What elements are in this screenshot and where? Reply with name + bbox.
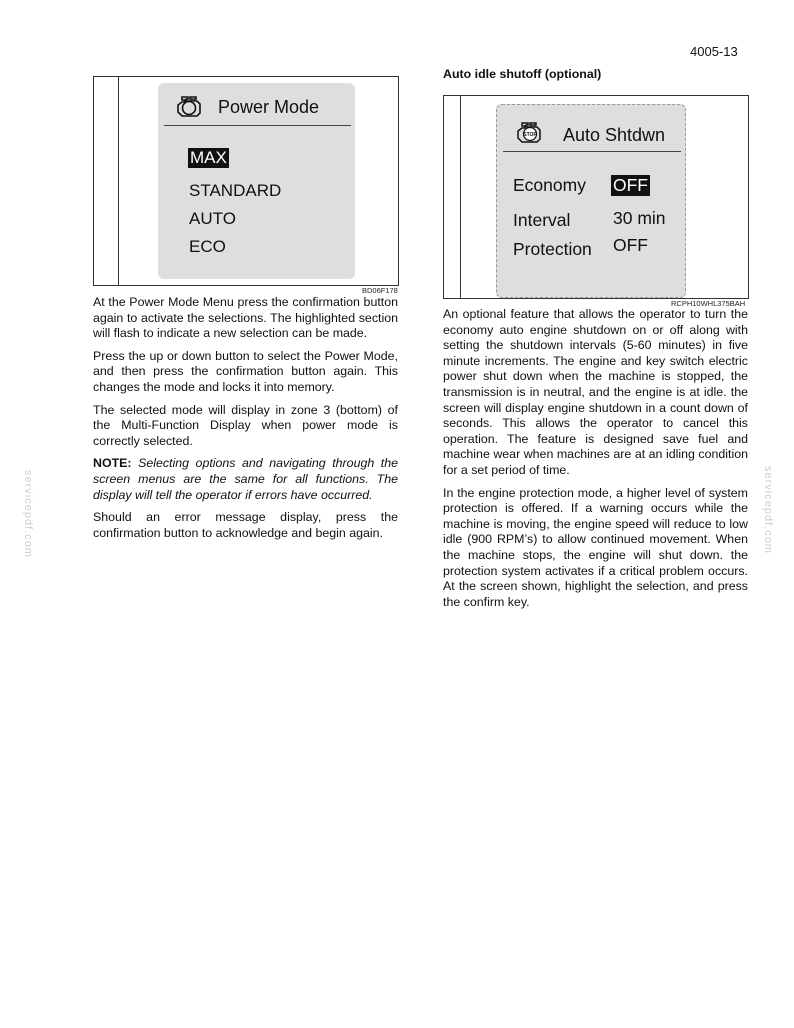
screen-title: Power Mode xyxy=(218,97,320,117)
paragraph: In the engine protection mode, a higher level of system protection is offered. If a warning occurs while the machine is moving, the engine speed will reduce to low idle (900 RPM’s) to allow continued movement. When the machine stops, the engine will shut down. the protection system activates if a critical problem occurs. At the screen shown, highlight the selection, and press the confirm key. xyxy=(443,485,748,609)
menu-item-max[interactable]: MAX xyxy=(190,148,227,167)
note-label: NOTE: xyxy=(93,456,132,471)
note-text: Selecting options and navigating through the screen menus are the same for all functions. The display will tell the operator if errors have occurred. xyxy=(93,456,398,502)
menu-item-standard[interactable]: STANDARD xyxy=(189,181,282,200)
row-label-economy: Economy xyxy=(513,175,586,195)
auto-shutdown-screen xyxy=(496,104,686,298)
row-value-economy[interactable]: OFF xyxy=(613,175,648,195)
screen-divider xyxy=(503,151,681,152)
section-heading: Auto idle shutoff (optional) xyxy=(443,67,602,81)
stop-icon-text: STOP xyxy=(523,132,537,138)
screen-divider xyxy=(164,125,351,126)
row-label-protection: Protection xyxy=(513,239,592,259)
paragraph: At the Power Mode Menu press the confirmation button again to activate the selections. The highlighted section will flash to indicate a new selection can be made. xyxy=(93,295,398,341)
engine-icon xyxy=(174,91,204,121)
row-value-interval[interactable]: 30 min xyxy=(613,208,666,228)
power-mode-screen xyxy=(158,83,355,279)
power-mode-figure xyxy=(93,76,399,286)
figure-caption-right: RCPH10WHL375BAH xyxy=(671,299,746,308)
figure-margin-bar xyxy=(460,96,461,298)
auto-shutdown-figure xyxy=(443,95,749,299)
right-column xyxy=(443,307,748,617)
menu-item-eco[interactable]: ECO xyxy=(189,237,226,256)
figure-margin-bar xyxy=(118,77,119,285)
screen-title: Auto Shtdwn xyxy=(563,125,666,145)
menu-item-auto[interactable]: AUTO xyxy=(189,209,236,228)
row-value-protection[interactable]: OFF xyxy=(613,235,648,255)
row-label-interval: Interval xyxy=(513,210,571,230)
paragraph: The selected mode will display in zone 3 (bottom) of the Multi-Function Display when power mode is correctly selected. xyxy=(93,402,398,448)
watermark-left: servicepdf.com xyxy=(22,470,34,558)
watermark-right: servicepdf.com xyxy=(762,466,774,554)
page-number: 4005-13 xyxy=(690,44,738,59)
stop-engine-icon xyxy=(515,119,545,147)
paragraph: An optional feature that allows the operator to turn the economy auto engine shutdown on or off along with setting the shutdown intervals (5-60 minutes) in five minute increments. The engine and key switch electric power shut down when the machine is stopped, the transmission is in neutral, and the engine is at idle. the screen will display engine shutdown in a count down of seconds. This allows the operator to cancel this operation. The feature is designed save fuel and machine wear when machines are at an idling condition for a set period of time. xyxy=(443,307,748,477)
left-column xyxy=(93,295,398,548)
paragraph: Should an error message display, press the confirmation button to acknowledge and begin again. xyxy=(93,510,398,540)
paragraph: Press the up or down button to select the Power Mode, and then press the confirmation button again. This changes the mode and locks it into memory. xyxy=(93,348,398,394)
figure-caption-left: BD06F178 xyxy=(362,286,398,295)
note xyxy=(93,456,398,503)
